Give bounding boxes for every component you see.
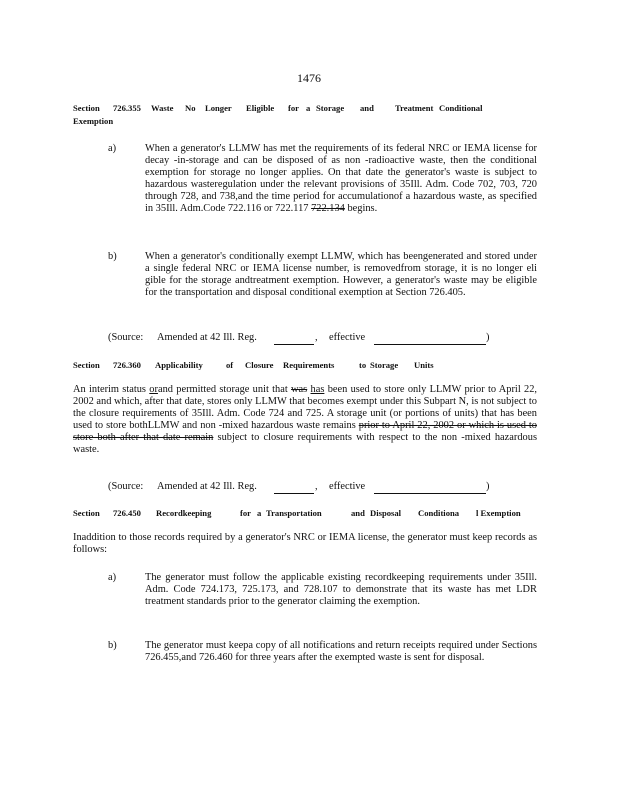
heading-word: Treatment [395, 103, 434, 113]
heading-word: of [226, 360, 234, 370]
heading-word: Storage [370, 360, 399, 370]
heading-word: a [306, 103, 311, 113]
heading-word: a [257, 508, 262, 518]
source-note: (Source: Amended at 42 Ill. Reg. , effective ) [108, 332, 490, 343]
source-note: (Source: Amended at 42 Ill. Reg. , effective ) [108, 481, 490, 492]
heading-word: for [240, 508, 251, 518]
heading-word: 726.355 [113, 103, 141, 113]
section-726-355-heading [73, 103, 553, 115]
section-726-360-heading [73, 360, 553, 372]
heading-word: 726.360 [113, 360, 141, 370]
heading-word: to [359, 360, 367, 370]
heading-word: Section [73, 360, 100, 370]
heading-word: 726.450 [113, 508, 141, 518]
heading-word: Section [73, 508, 100, 518]
heading-word: Storage [316, 103, 345, 113]
heading-word: Applicability [155, 360, 203, 370]
struck-text: 722.134 [311, 202, 345, 214]
heading-word: Section [73, 103, 100, 113]
heading-word: Units [414, 360, 434, 370]
heading-word: Closure [245, 360, 274, 370]
section-726-450-heading [73, 508, 553, 520]
inserted-text: or [149, 384, 158, 395]
subsection-a-text: The generator must follow the applicable existing recordkeeping requirements under 35Ill. Adm. Code 724.173, 725.173, and 728.107 to demonstrate that its waste has met LDR treatment standards prior to the generator claiming the exemption. [145, 572, 537, 607]
page-number: 1476 [297, 71, 321, 85]
subsection-letter-a: a) [108, 572, 117, 583]
heading-word: Recordkeeping [156, 508, 212, 518]
heading-word: l Exemption [476, 508, 521, 518]
inserted-text: has [310, 384, 325, 395]
heading-word: Transportation [266, 508, 322, 518]
blank-line [274, 493, 314, 494]
heading-word: Conditiona [418, 508, 460, 518]
blank-line [374, 344, 486, 345]
section-726-360-text: An interim status orand permitted storage unit that was has been used to store only LLMW prior to April 22, 2002 and which, after that date, stores only LLMW that becomes exempt under this Subpart N, is not subject to the closure requirements of 35Ill. Adm. Code 724 and 725. A storage unit (or portions of units) that has been used to store bothLLMW and non -mixed hazardous waste remains prior to April 22, 2002 or which is used to store both after that date remain subject to closure requirements with respect to the non -mixed hazardous waste. [73, 384, 537, 455]
subsection-letter-b: b) [108, 251, 117, 262]
subsection-letter-a: a) [108, 143, 117, 154]
heading-word: Eligible [246, 103, 275, 113]
struck-text: was [291, 384, 308, 395]
subsection-b-text: The generator must keepa copy of all notifications and return receipts required under Sections 726.455,and 726.460 for three years after the exempted waste is sent for disposal. [145, 640, 537, 663]
heading-word: Longer [205, 103, 232, 113]
heading-word: Conditional [439, 103, 483, 113]
heading-word: and [351, 508, 365, 518]
heading-word: Disposal [370, 508, 402, 518]
blank-line [374, 493, 486, 494]
heading-word: and [360, 103, 374, 113]
section-726-355-heading-cont: Exemption [73, 116, 114, 126]
section-726-450-intro: Inaddition to those records required by a generator's NRC or IEMA license, the generator must keep records as follows: [73, 532, 537, 555]
blank-line [274, 344, 314, 345]
heading-word: for [288, 103, 299, 113]
heading-word: Waste [151, 103, 174, 113]
subsection-letter-b: b) [108, 640, 117, 651]
subsection-b-text: When a generator's conditionally exempt LLMW, which has beengenerated and stored under a single federal NRC or IEMA license number, is removedfrom storage, it is no longer eli gible for the storage andtreatment exemption. However, a generator's waste may be eligible for the transportation and disposal conditional exemption at Section 726.405. [145, 251, 537, 298]
heading-word: No [185, 103, 196, 113]
struck-text: prior to April 22, 2002 or which is used to store both after that date remain [73, 419, 537, 443]
subsection-a-text: When a generator's LLMW has met the requirements of its federal NRC or IEMA license for decay -in-storage and can be disposed of as non -radioactive waste, then the conditional exemption for storage no longer applies. On that date the generator's waste is subject to hazardous wasteregulation under the relevant provisions of 35Ill. Adm. Code 702, 703, 720 through 728, and 738,and the time period for accumulationof a hazardous waste, as specified in 35Ill. Adm.Code 722.116 or 722.117 722.134 begins. [145, 143, 537, 214]
heading-word: Requirements [283, 360, 335, 370]
